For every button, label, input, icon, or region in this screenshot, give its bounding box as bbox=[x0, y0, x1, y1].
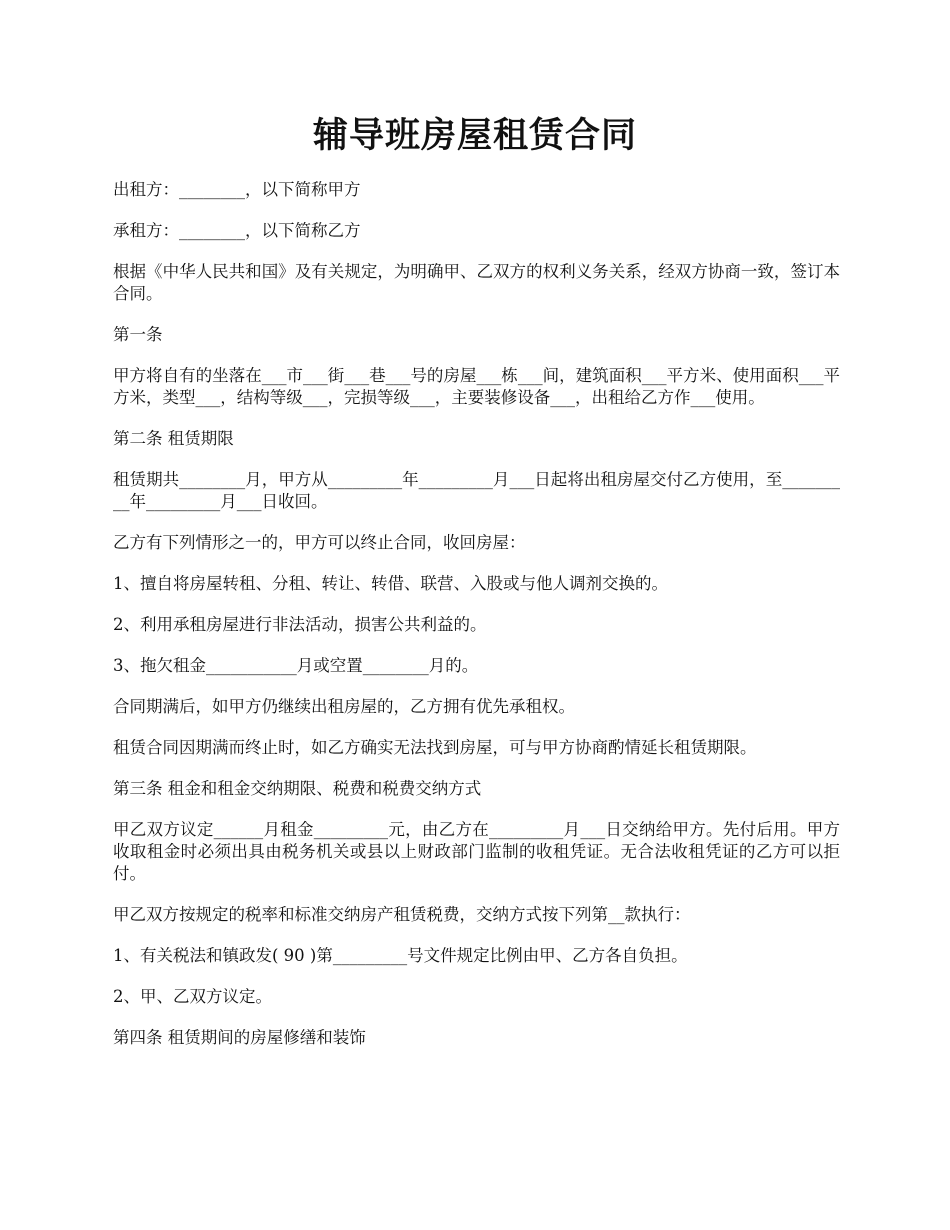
tax-item-1: 1、有关税法和镇政发( 90 )第_________号文件规定比例由甲、乙方各自负担。 bbox=[113, 946, 688, 965]
article-1-heading: 第一条 bbox=[113, 325, 163, 344]
priority-renewal-text: 合同期满后，如甲方仍继续出租房屋的，乙方拥有优先承租权。 bbox=[113, 697, 575, 716]
clause-lessee: 承租方：________，以下简称乙方 bbox=[113, 221, 361, 240]
termination-item-3: 3、拖欠租金___________月或空置________月的。 bbox=[113, 656, 479, 675]
extension-text: 租赁合同因期满而终止时，如乙方确实无法找到房屋，可与甲方协商酌情延长租赁期限。 bbox=[113, 738, 757, 757]
termination-item-2: 2、利用承租房屋进行非法活动，损害公共利益的。 bbox=[113, 615, 487, 634]
document-title: 辅导班房屋租赁合同 bbox=[312, 115, 637, 156]
article-4-heading: 第四条 租赁期间的房屋修缮和装饰 bbox=[113, 1028, 366, 1047]
article-2-heading: 第二条 租赁期限 bbox=[113, 429, 234, 448]
lease-term-text: 租赁期共________月，甲方从_________年_________月___日起将出租房屋交付乙方使用，至_________年_________月___日收回。 bbox=[113, 470, 840, 511]
termination-intro: 乙方有下列情形之一的，甲方可以终止合同，收回房屋： bbox=[113, 533, 526, 552]
tax-item-2: 2、甲、乙双方议定。 bbox=[113, 987, 272, 1006]
clause-lessor: 出租方：________，以下简称甲方 bbox=[113, 180, 361, 199]
article-1-text: 甲方将自有的坐落在___市___街___巷___号的房屋___栋___间，建筑面积___平方米、使用面积___平方米，类型___，结构等级___，完损等级___，主要装修设备___，出租给乙方作___使用。 bbox=[113, 366, 840, 407]
tax-payment-text: 甲乙双方按规定的税率和标准交纳房产租赁税费，交纳方式按下列第__款执行： bbox=[113, 905, 691, 924]
rent-payment-text: 甲乙双方议定______月租金_________元，由乙方在_________月___日交纳给甲方。先付后用。甲方收取租金时必须出具由税务机关或县以上财政部门监制的收租凭证。无合法收租凭证的乙方可以拒付。 bbox=[113, 820, 840, 883]
document-body bbox=[113, 179, 840, 1068]
termination-item-1: 1、擅自将房屋转租、分租、转让、转借、联营、入股或与他人调剂交换的。 bbox=[113, 574, 668, 593]
article-3-heading: 第三条 租金和租金交纳期限、税费和税费交纳方式 bbox=[113, 779, 482, 798]
preamble: 根据《中华人民共和国》及有关规定，为明确甲、乙双方的权利义务关系，经双方协商一致，签订本合同。 bbox=[113, 262, 840, 303]
